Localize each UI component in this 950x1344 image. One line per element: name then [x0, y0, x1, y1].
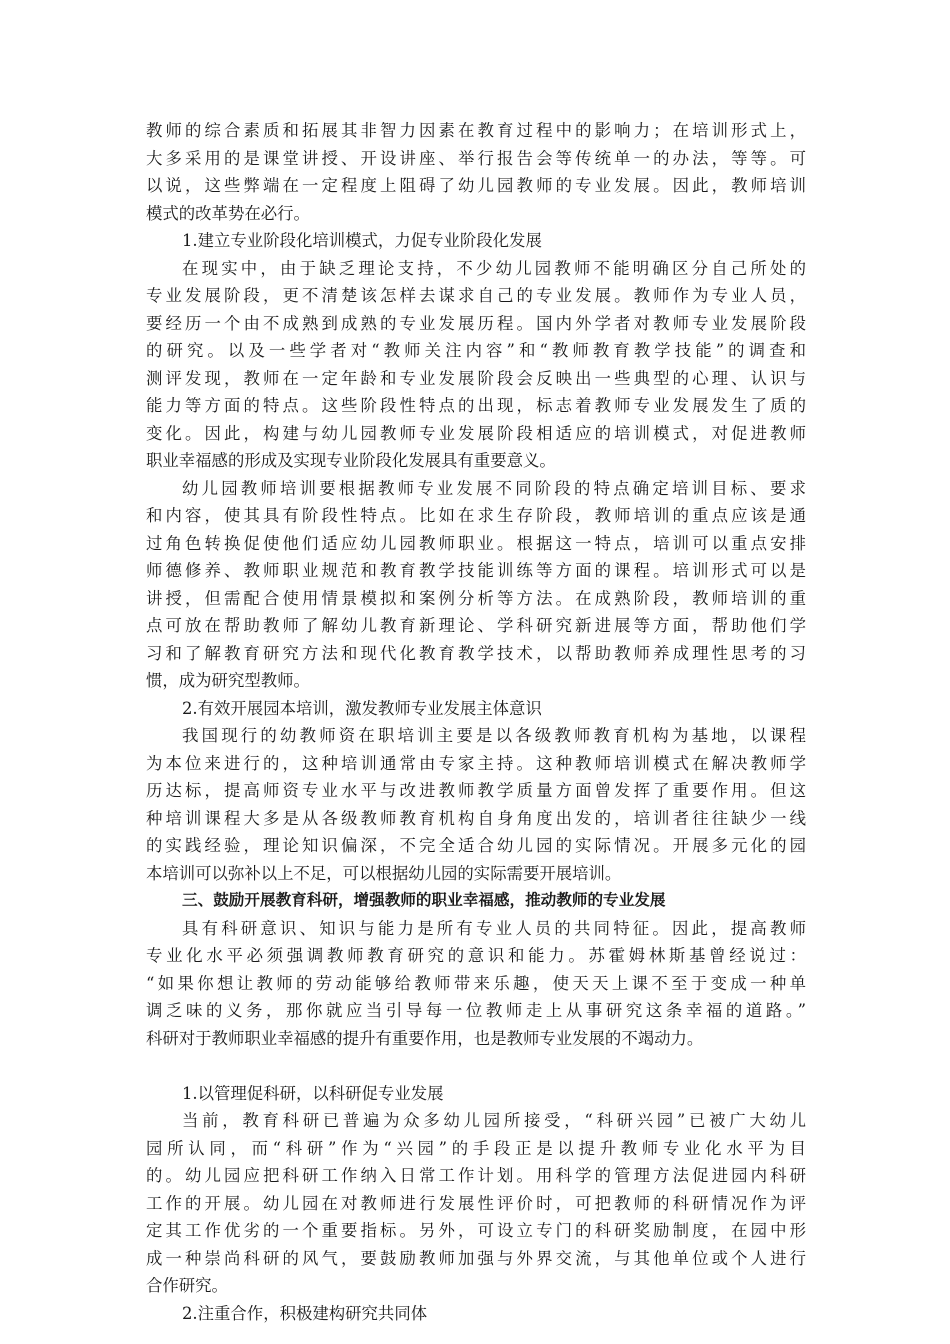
- text-line: 科研对于教师职业幸福感的提升有重要作用，也是教师专业发展的不竭动力。: [146, 1028, 704, 1048]
- text-line: 能力等方面的特点。这些阶段性特点的出现，标志着教师专业发展发生了质的: [146, 396, 806, 415]
- text-line: 教师的综合素质和拓展其非智力因素在教育过程中的影响力；在培训形式上，: [146, 121, 806, 140]
- text-line: 惯，成为研究型教师。: [146, 671, 310, 690]
- text-line: 师德修养、教师职业规范和教育教学技能训练等方面的课程。培训形式可以是: [146, 561, 806, 580]
- text-line: 成一种崇尚科研的风气，要鼓励教师加强与外界交流，与其他单位或个人进行: [146, 1248, 806, 1268]
- text-line: 变化。因此，构建与幼儿园教师专业发展阶段相适应的培训模式，对促进教师: [146, 423, 806, 443]
- text-line: 职业幸福感的形成及实现专业阶段化发展具有重要意义。: [146, 451, 556, 470]
- text-line: 具有科研意识、知识与能力是所有专业人员的共同特征。因此，提高教师: [182, 918, 806, 938]
- text-line: 本培训可以弥补以上不足，可以根据幼儿园的实际需要开展培训。: [146, 863, 622, 883]
- text-line: 习和了解教育研究方法和现代化教育教学技术，以帮助教师养成理性思考的习: [146, 643, 806, 663]
- text-line: 历达标，提高师资专业水平与改进教师教学质量方面曾发挥了重要作用。但这: [146, 781, 806, 800]
- blank-line: [146, 1052, 806, 1080]
- text-line: 调乏味的义务，那你就应当引导每一位教师走上从事研究这条幸福的道路。”: [146, 1001, 806, 1020]
- text-line: 种培训课程大多是从各级教师教育机构自身角度出发的，培训者往往缺少一线: [146, 808, 806, 828]
- text-line: 模式的改革势在必行。: [146, 203, 310, 223]
- document-body: [146, 117, 806, 1327]
- text-line: 幼儿园教师培训要根据教师专业发展不同阶段的特点确定培训目标、要求: [182, 478, 806, 498]
- text-line: 园所认同，而“科研”作为“兴园”的手段正是以提升教师专业化水平为目: [146, 1138, 806, 1158]
- text-line: 讲授，但需配合使用情景模拟和案例分析等方法。在成熟阶段，教师培训的重: [146, 588, 806, 608]
- text-line: 专业发展阶段，更不清楚该怎样去谋求自己的专业发展。教师作为专业人员，: [146, 286, 806, 305]
- text-line: 的。幼儿园应把科研工作纳入日常工作计划。用科学的管理方法促进园内科研: [146, 1166, 806, 1185]
- text-line: 合作研究。: [146, 1276, 228, 1295]
- text-line: 在现实中，由于缺乏理论支持，不少幼儿园教师不能明确区分自己所处的: [182, 258, 806, 278]
- text-line: 为本位来进行的，这种培训通常由专家主持。这种教师培训模式在解决教师学: [146, 753, 806, 773]
- text-line: 的研究。以及一些学者对“教师关注内容”和“教师教育教学技能”的调查和: [146, 341, 806, 360]
- subsection-heading: 1.建立专业阶段化培训模式，力促专业阶段化发展: [182, 231, 542, 250]
- text-line: 以说，这些弊端在一定程度上阻碍了幼儿园教师的专业发展。因此，教师培训: [146, 176, 806, 195]
- subsection-heading: 1.以管理促科研，以科研促专业发展: [182, 1083, 444, 1103]
- text-line: 和内容，使其具有阶段性特点。比如在求生存阶段，教师培训的重点应该是通: [146, 506, 806, 525]
- text-line: 点可放在帮助教师了解幼儿教育新理论、学科研究新进展等方面，帮助他们学: [146, 616, 806, 635]
- text-line: 的实践经验，理论知识偏深，不完全适合幼儿园的实际情况。开展多元化的园: [146, 836, 806, 855]
- text-line: 当前，教育科研已普遍为众多幼儿园所接受，“科研兴园”已被广大幼儿: [182, 1111, 806, 1130]
- text-line: 我国现行的幼教师资在职培训主要是以各级教师教育机构为基地，以课程: [182, 726, 806, 745]
- text-line: 工作的开展。幼儿园在对教师进行发展性评价时，可把教师的科研情况作为评: [146, 1193, 806, 1213]
- text-line: “如果你想让教师的劳动能够给教师带来乐趣，使天天上课不至于变成一种单: [146, 973, 806, 993]
- text-line: 要经历一个由不成熟到成熟的专业发展历程。国内外学者对教师专业发展阶段: [146, 313, 806, 333]
- text-line: 测评发现，教师在一定年龄和专业发展阶段会反映出一些典型的心理、认识与: [146, 368, 806, 388]
- subsection-heading: 2.有效开展园本培训，激发教师专业发展主体意识: [182, 698, 542, 718]
- subsection-heading: 2.注重合作，积极建构研究共同体: [182, 1303, 428, 1323]
- text-line: 定其工作优劣的一个重要指标。另外，可设立专门的科研奖励制度，在园中形: [146, 1221, 806, 1240]
- text-line: 专业化水平必须强调教师教育研究的意识和能力。苏霍姆林斯基曾经说过：: [146, 946, 806, 965]
- section-heading: 三、鼓励开展教育科研，增强教师的职业幸福感，推动教师的专业发展: [182, 891, 666, 909]
- text-line: 大多采用的是课堂讲授、开设讲座、举行报告会等传统单一的办法，等等。可: [146, 148, 806, 168]
- text-line: 过角色转换促使他们适应幼儿园教师职业。根据这一特点，培训可以重点安排: [146, 533, 806, 553]
